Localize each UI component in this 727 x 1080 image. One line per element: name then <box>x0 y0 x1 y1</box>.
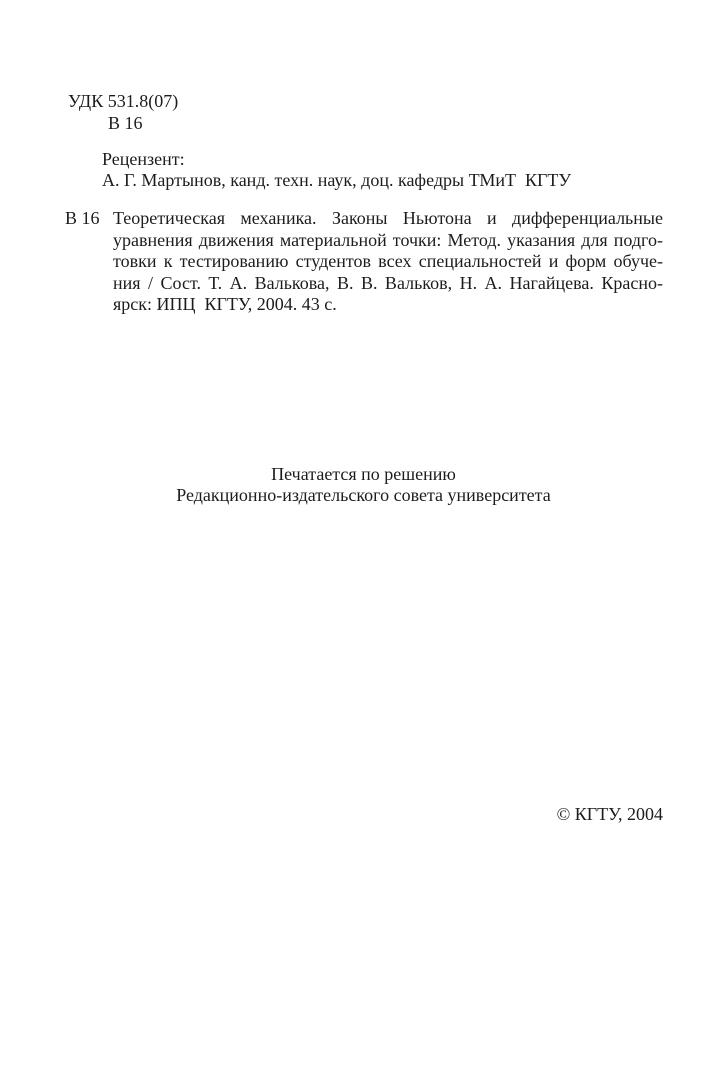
bibliographic-entry <box>65 208 663 316</box>
classification-codes <box>68 91 178 134</box>
print-resolution-note <box>0 464 727 506</box>
entry-line: уравнения движения материальной точки: Метод. указания для подго- <box>113 229 663 250</box>
author-sign-code: В 16 <box>108 112 143 133</box>
reviewer-block <box>102 149 571 190</box>
reviewer-label: Рецензент: <box>102 149 185 169</box>
udk-code: УДК 531.8(07) <box>68 91 179 111</box>
entry-line: Теоретическая механика. Законы Ньютона и дифференциальные <box>113 208 663 228</box>
entry-line: товки к тестированию студентов всех специальностей и форм обуче- <box>113 251 663 271</box>
entry-text <box>113 208 663 316</box>
resolution-line1: Печатается по решению <box>271 464 456 484</box>
copyright-notice: © КГТУ, 2004 <box>556 804 663 824</box>
entry-line: ярск: ИПЦ КГТУ, 2004. 43 с. <box>113 294 337 314</box>
entry-line: ния / Сост. Т. А. Валькова, В. В. Вальков, Н. А. Нагайцева. Красно- <box>113 272 663 293</box>
entry-code: В 16 <box>65 208 100 228</box>
resolution-line2: Редакционно-издательского совета университета <box>176 485 551 505</box>
reviewer-name: А. Г. Мартынов, канд. техн. наук, доц. кафедры ТМиТ КГТУ <box>102 169 572 190</box>
